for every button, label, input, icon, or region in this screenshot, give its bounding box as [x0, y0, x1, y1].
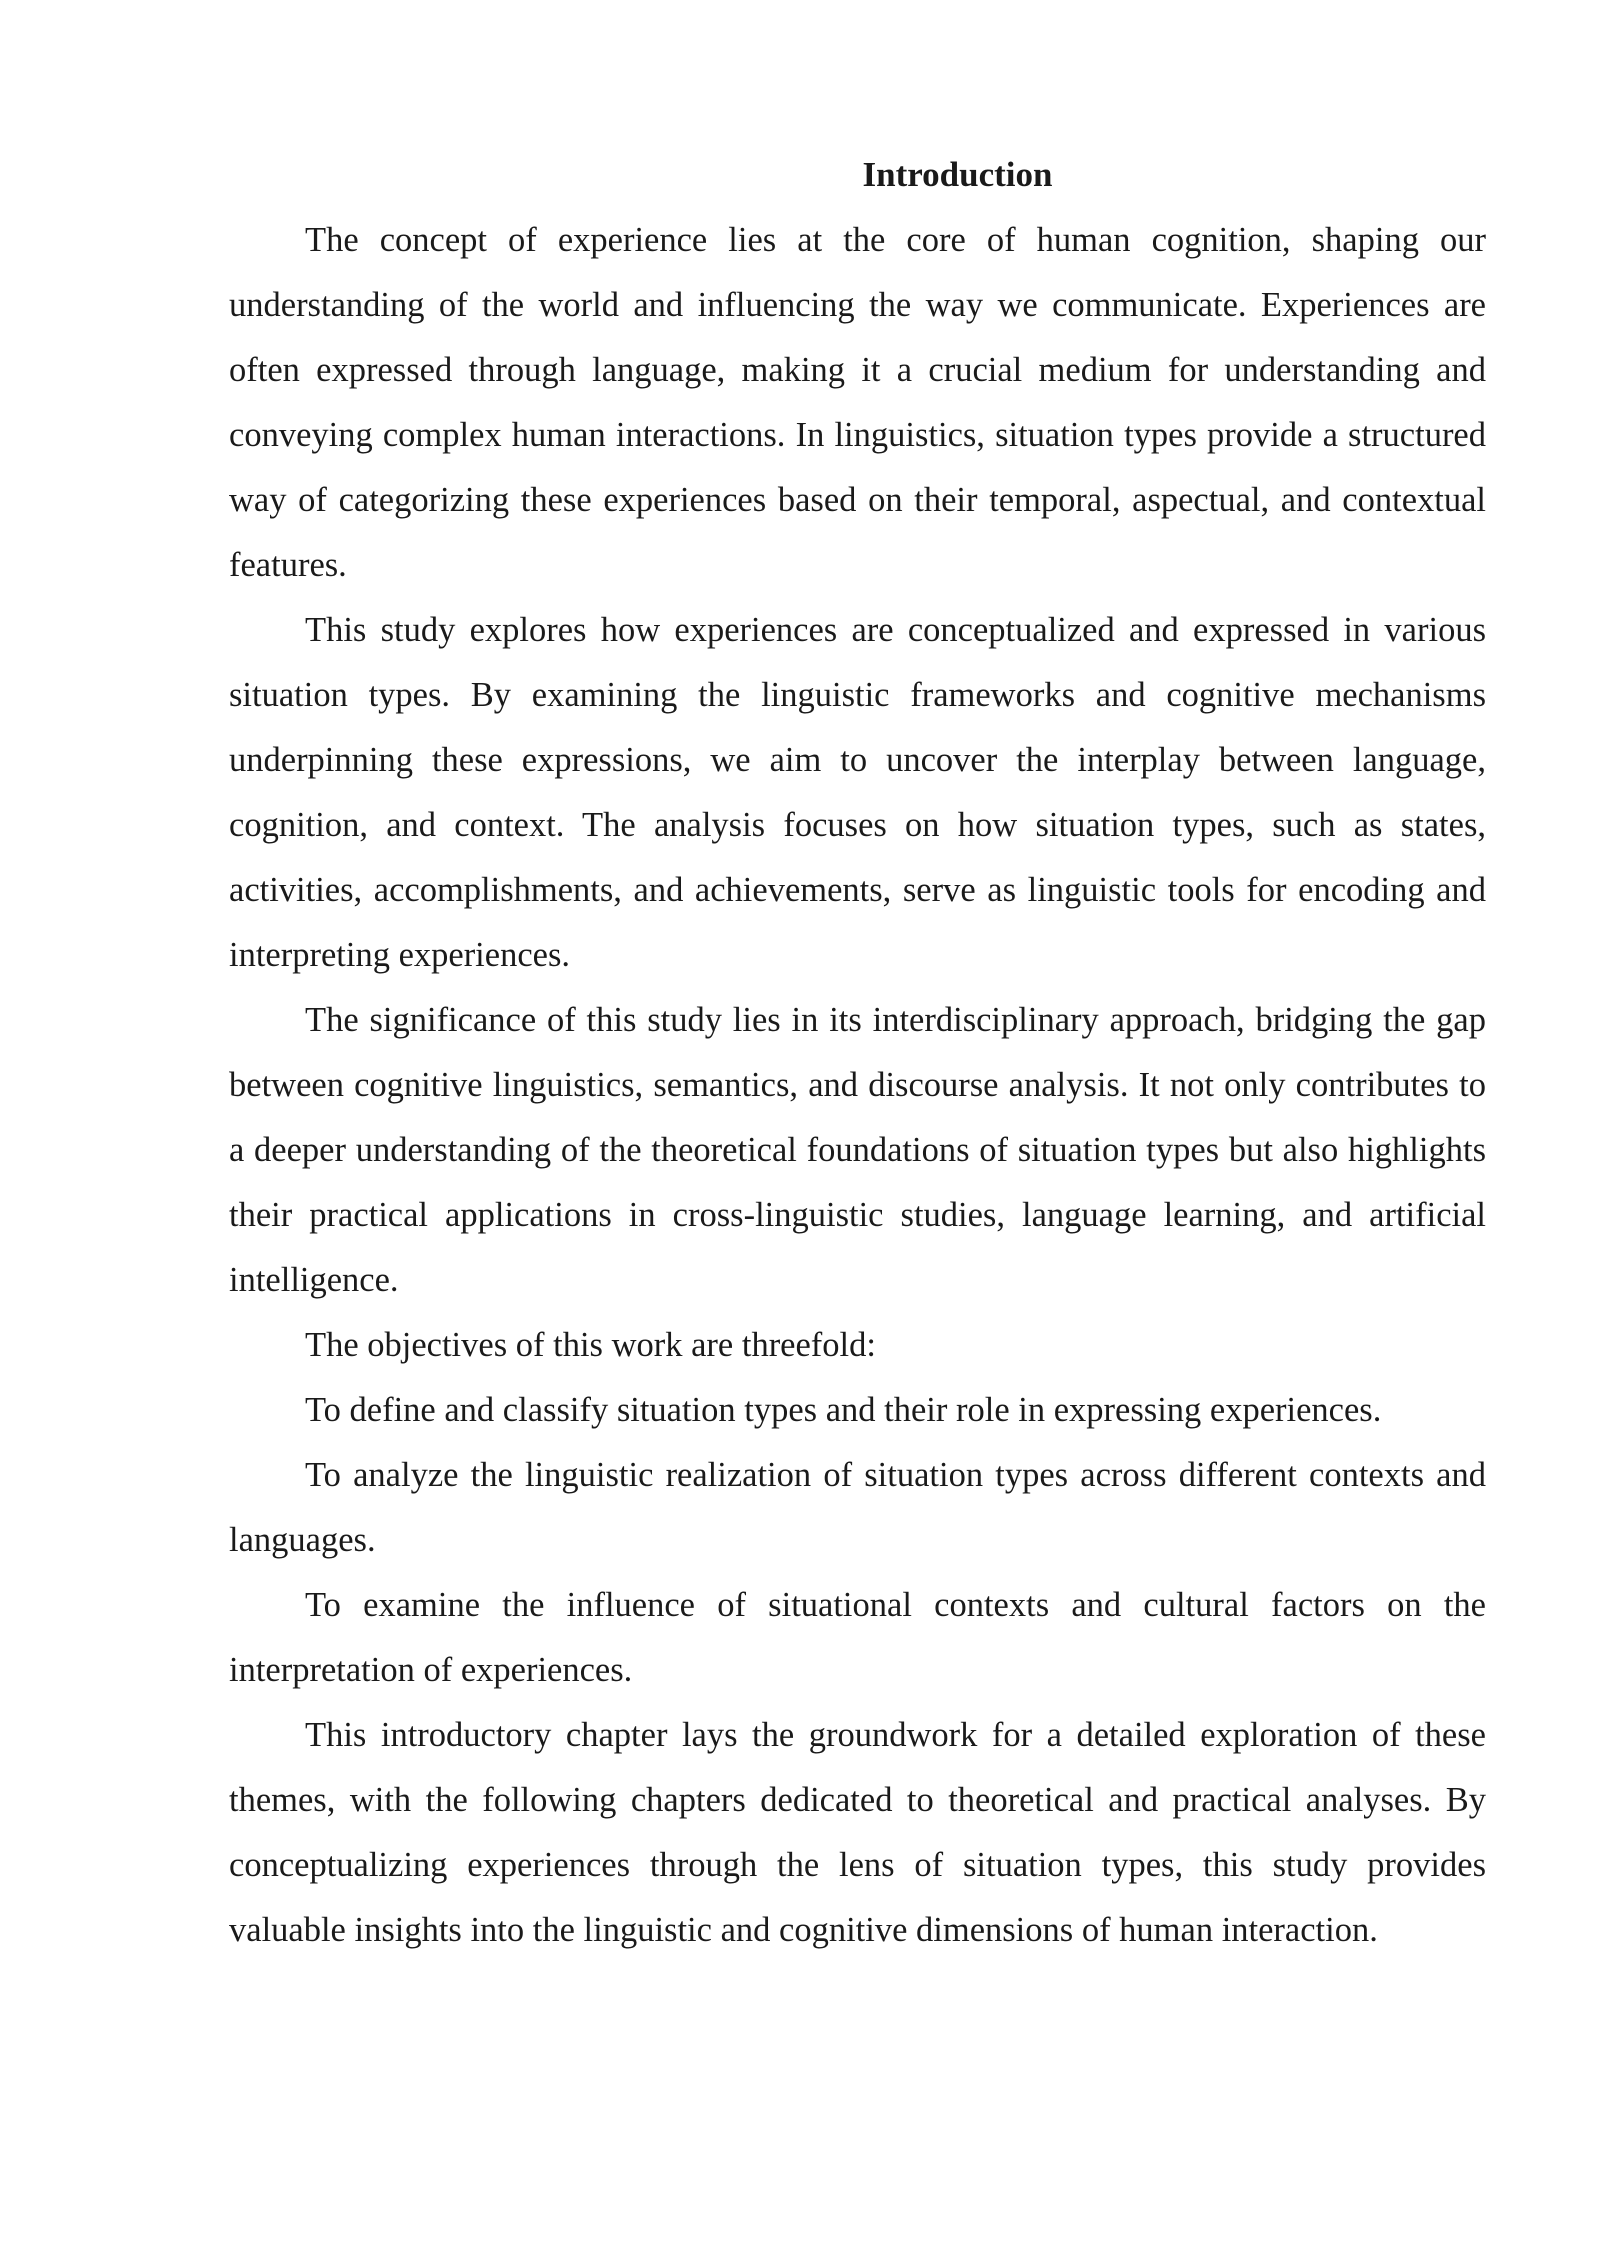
- paragraph-study-scope: This study explores how experiences are conceptualized and expressed in various situation types. By examining the linguistic frameworks and cognitive mechanisms underpinning these expressions, we aim to uncover the interplay between language, cognition, and context. The analysis focuses on how situation types, such as states, activities, accomplishments, and achievements, serve as linguistic tools for encoding and interpreting experiences.: [229, 611, 1486, 974]
- document-body: [229, 150, 1486, 1963]
- paragraph-conclusion: This introductory chapter lays the groundwork for a detailed exploration of these themes, with the following chapters dedicated to theoretical and practical analyses. By conceptualizing experiences through the lens of situation types, this study provides valuable insights into the linguistic and cognitive dimensions of human interaction.: [229, 1716, 1486, 1949]
- paragraph-objectives-lead: The objectives of this work are threefold:: [305, 1326, 876, 1364]
- objective-item-2: To analyze the linguistic realization of situation types across different contexts and languages.: [229, 1456, 1486, 1559]
- section-title: Introduction: [862, 155, 1053, 194]
- paragraph-significance: The significance of this study lies in its interdisciplinary approach, bridging the gap between cognitive linguistics, semantics, and discourse analysis. It not only contributes to a deeper understanding of the theoretical foundations of situation types but also highlights their practical applications in cross-linguistic studies, language learning, and artificial intelligence.: [229, 1001, 1486, 1299]
- objective-item-3: To examine the influence of situational contexts and cultural factors on the interpretation of experiences.: [229, 1586, 1486, 1689]
- objective-item-1: To define and classify situation types and their role in expressing experiences.: [305, 1391, 1382, 1429]
- paragraph-intro: The concept of experience lies at the core of human cognition, shaping our understanding of the world and influencing the way we communicate. Experiences are often expressed through language, making it a crucial medium for understanding and conveying complex human interactions. In linguistics, situation types provide a structured way of categorizing these experiences based on their temporal, aspectual, and contextual features.: [229, 221, 1486, 584]
